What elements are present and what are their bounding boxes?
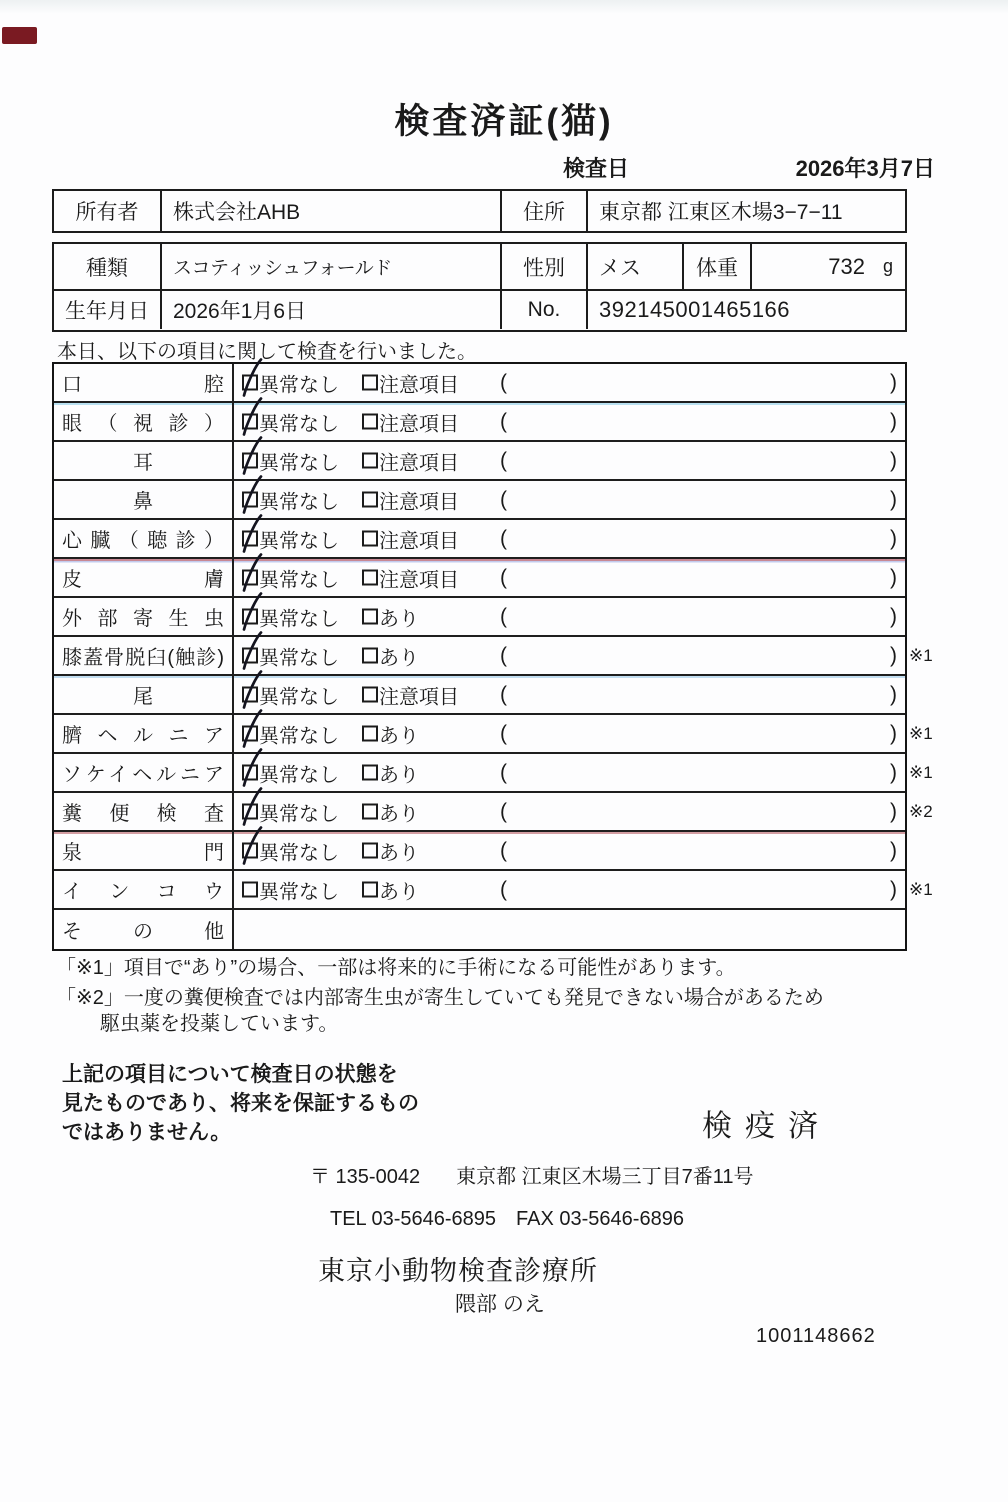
clinic-fax: FAX 03-5646-6896 xyxy=(516,1208,684,1230)
row-footnote-ref: ※1 xyxy=(909,879,933,899)
checkbox-attention xyxy=(362,492,378,508)
paren-close: ) xyxy=(890,370,897,394)
option-attention xyxy=(362,524,459,553)
paren-close: ) xyxy=(890,760,897,784)
paren-open: ( xyxy=(500,526,507,550)
no-abnormality-label: 異常なし xyxy=(259,686,339,708)
handwritten-checkmark-icon xyxy=(240,358,263,400)
clinic-telfax-line xyxy=(330,1208,684,1231)
attention-label: あり xyxy=(379,803,419,825)
option-no-abnormality xyxy=(242,563,339,592)
checklist-row-content xyxy=(234,598,905,635)
veterinarian-name: 隈部 のえ xyxy=(455,1293,545,1316)
owner-table xyxy=(52,189,907,233)
checkbox-no-abnormality xyxy=(242,492,258,508)
checklist-row xyxy=(54,871,933,910)
handwritten-checkmark-icon xyxy=(240,826,263,868)
attention-label: 注意項目 xyxy=(379,374,459,396)
address-value: 東京都 江東区木場3−7−11 xyxy=(599,201,843,224)
checklist-row-content xyxy=(234,871,905,908)
no-value: 392145001465166 xyxy=(599,297,791,322)
checkbox-attention xyxy=(362,453,378,469)
row-footnote-ref: ※1 xyxy=(909,645,933,665)
option-attention xyxy=(362,446,459,475)
checkbox-attention xyxy=(362,765,378,781)
option-no-abnormality xyxy=(242,641,339,670)
handwritten-checkmark-icon xyxy=(240,436,263,478)
option-attention xyxy=(362,563,459,592)
weight-value: 732 xyxy=(828,253,865,279)
paren-close: ) xyxy=(890,526,897,550)
checkbox-attention xyxy=(362,609,378,625)
checklist-row xyxy=(54,559,905,598)
no-abnormality-label: 異常なし xyxy=(259,608,339,630)
option-attention xyxy=(362,797,419,826)
option-attention xyxy=(362,836,419,865)
no-abnormality-label: 異常なし xyxy=(259,452,339,474)
checklist-row-content xyxy=(234,754,905,791)
checkbox-no-abnormality xyxy=(242,648,258,664)
no-abnormality-label: 異常なし xyxy=(259,803,339,825)
option-no-abnormality xyxy=(242,602,339,631)
checklist-row-content xyxy=(234,910,905,949)
handwritten-checkmark-icon xyxy=(240,475,263,517)
owner-label: 所有者 xyxy=(54,191,162,231)
checklist-item-label: インコウ xyxy=(54,871,234,908)
sex-value: メス xyxy=(588,244,684,289)
checklist-row-content xyxy=(234,793,905,830)
birth-value: 2026年1月6日 xyxy=(162,291,502,329)
checkbox-attention xyxy=(362,375,378,391)
checklist-row-content xyxy=(234,520,905,557)
attention-label: あり xyxy=(379,608,419,630)
checklist-item-label: その他 xyxy=(54,910,234,949)
checklist-item-label: ソケイヘルニア xyxy=(54,754,234,791)
checklist-item-label: 鼻 xyxy=(54,481,234,518)
paren-close: ) xyxy=(890,565,897,589)
checklist-row-content xyxy=(234,676,905,713)
intro-text: 本日、以下の項目に関して検査を行いました。 xyxy=(57,341,477,363)
clinic-name: 東京小動物検査診療所 xyxy=(318,1256,598,1286)
checklist-row xyxy=(54,364,905,403)
handwritten-checkmark-icon xyxy=(240,514,263,556)
option-no-abnormality xyxy=(242,719,339,748)
row-footnote-ref: ※2 xyxy=(909,801,933,821)
attention-label: 注意項目 xyxy=(379,686,459,708)
disclaimer-line1: 上記の項目について検査日の状態を xyxy=(62,1063,398,1086)
option-no-abnormality xyxy=(242,875,339,904)
checklist-row xyxy=(54,754,933,793)
paren-close: ) xyxy=(890,643,897,667)
paren-close: ) xyxy=(890,448,897,472)
quarantine-stamp: 検疫済 xyxy=(702,1110,831,1143)
clinic-tel: TEL 03-5646-6895 xyxy=(330,1208,497,1230)
paren-open: ( xyxy=(500,604,507,628)
breed-label: 種類 xyxy=(54,244,162,289)
paren-close: ) xyxy=(890,877,897,901)
option-no-abnormality xyxy=(242,368,339,397)
checklist-row xyxy=(54,481,905,520)
option-attention xyxy=(362,719,419,748)
row-footnote-ref: ※1 xyxy=(909,762,933,782)
scan-corner-mark xyxy=(2,27,37,44)
handwritten-checkmark-icon xyxy=(240,709,263,751)
attention-label: あり xyxy=(379,764,419,786)
disclaimer-line3: ではありません。 xyxy=(62,1121,232,1144)
attention-label: あり xyxy=(379,725,419,747)
paren-close: ) xyxy=(890,409,897,433)
no-abnormality-label: 異常なし xyxy=(259,725,339,747)
checkbox-attention xyxy=(362,648,378,664)
disclaimer-line2: 見たものであり、将来を保証するもの xyxy=(62,1092,419,1115)
option-no-abnormality xyxy=(242,407,339,436)
checklist-row xyxy=(54,832,905,871)
pet-table xyxy=(52,242,907,332)
checkbox-no-abnormality xyxy=(242,882,258,898)
weight-unit: g xyxy=(882,256,893,276)
sex-label: 性別 xyxy=(502,244,588,289)
checkbox-attention xyxy=(362,726,378,742)
no-abnormality-label: 異常なし xyxy=(259,764,339,786)
checklist-item-label: 外部寄生虫 xyxy=(54,598,234,635)
option-no-abnormality xyxy=(242,758,339,787)
paren-open: ( xyxy=(500,370,507,394)
checkbox-no-abnormality xyxy=(242,453,258,469)
checklist-row xyxy=(54,598,905,637)
checklist-row-content xyxy=(234,637,905,674)
checklist-row xyxy=(54,442,905,481)
checklist-item-label: 臍ヘルニア xyxy=(54,715,234,752)
checklist-item-label: 膝蓋骨脱臼(触診) xyxy=(54,637,234,674)
paren-open: ( xyxy=(500,760,507,784)
paren-open: ( xyxy=(500,448,507,472)
attention-label: 注意項目 xyxy=(379,491,459,513)
option-attention xyxy=(362,485,459,514)
paren-close: ) xyxy=(890,838,897,862)
handwritten-checkmark-icon xyxy=(240,787,263,829)
checklist-item-label: 眼（視診） xyxy=(54,403,234,440)
paren-open: ( xyxy=(500,565,507,589)
checkbox-attention xyxy=(362,570,378,586)
attention-label: 注意項目 xyxy=(379,530,459,552)
attention-label: 注意項目 xyxy=(379,413,459,435)
checkbox-no-abnormality xyxy=(242,609,258,625)
address-label: 住所 xyxy=(502,191,588,231)
option-no-abnormality xyxy=(242,836,339,865)
attention-label: 注意項目 xyxy=(379,452,459,474)
clinic-address: 東京都 江東区木場三丁目7番11号 xyxy=(456,1166,754,1188)
breed-value: スコティッシュフォールド xyxy=(162,244,502,289)
handwritten-checkmark-icon xyxy=(240,748,263,790)
checklist-row-content xyxy=(234,481,905,518)
checklist-row xyxy=(54,715,933,754)
checklist-row xyxy=(54,403,905,442)
checklist-row-content xyxy=(234,559,905,596)
checkbox-no-abnormality xyxy=(242,570,258,586)
paren-close: ) xyxy=(890,487,897,511)
paren-open: ( xyxy=(500,838,507,862)
disclaimer xyxy=(62,1060,419,1147)
paren-close: ) xyxy=(890,682,897,706)
checkbox-no-abnormality xyxy=(242,375,258,391)
owner-value: 株式会社AHB xyxy=(162,191,502,231)
handwritten-checkmark-icon xyxy=(240,670,263,712)
checkbox-attention xyxy=(362,843,378,859)
handwritten-checkmark-icon xyxy=(240,397,263,439)
checklist-item-label: 皮膚 xyxy=(54,559,234,596)
handwritten-checkmark-icon xyxy=(240,631,263,673)
paren-close: ) xyxy=(890,721,897,745)
attention-label: あり xyxy=(379,881,419,903)
footnote-2: 「※2」一度の糞便検査では内部寄生虫が寄生していても発見できない場合があるため xyxy=(56,987,824,1009)
paren-open: ( xyxy=(500,643,507,667)
checkbox-no-abnormality xyxy=(242,531,258,547)
checkbox-attention xyxy=(362,882,378,898)
paren-open: ( xyxy=(500,799,507,823)
option-attention xyxy=(362,407,459,436)
no-abnormality-label: 異常なし xyxy=(259,881,339,903)
row-footnote-ref: ※1 xyxy=(909,723,933,743)
checklist-item-label: 心臓（聴診） xyxy=(54,520,234,557)
no-abnormality-label: 異常なし xyxy=(259,569,339,591)
scan-edge-artifact xyxy=(0,0,1008,14)
checklist-item-label: 糞便検査 xyxy=(54,793,234,830)
no-abnormality-label: 異常なし xyxy=(259,842,339,864)
option-attention xyxy=(362,680,459,709)
checklist-item-label: 尾 xyxy=(54,676,234,713)
option-attention xyxy=(362,602,419,631)
option-attention xyxy=(362,368,459,397)
no-abnormality-label: 異常なし xyxy=(259,530,339,552)
footnote-2-cont: 駆虫薬を投薬しています。 xyxy=(100,1013,339,1035)
option-no-abnormality xyxy=(242,485,339,514)
handwritten-checkmark-icon xyxy=(240,592,263,634)
option-no-abnormality xyxy=(242,446,339,475)
weight-cell xyxy=(752,244,905,289)
document-serial-number: 1001148662 xyxy=(756,1325,876,1347)
paren-open: ( xyxy=(500,682,507,706)
footnote-1: 「※1」項目で“あり”の場合、一部は将来的に手術になる可能性があります。 xyxy=(56,957,736,979)
checkbox-attention xyxy=(362,804,378,820)
no-abnormality-label: 異常なし xyxy=(259,374,339,396)
page-title: 検査済証(猫) xyxy=(394,102,614,141)
checklist-row-content xyxy=(234,715,905,752)
inspection-date-value: 2026年3月7日 xyxy=(795,156,935,181)
checkbox-attention xyxy=(362,531,378,547)
checkbox-no-abnormality xyxy=(242,687,258,703)
attention-label: 注意項目 xyxy=(379,569,459,591)
paren-open: ( xyxy=(500,409,507,433)
checklist-row xyxy=(54,676,905,715)
option-no-abnormality xyxy=(242,680,339,709)
checklist-item-label: 口腔 xyxy=(54,364,234,401)
checklist-row xyxy=(54,637,933,676)
inspection-date-label: 検査日 xyxy=(563,156,630,181)
weight-label: 体重 xyxy=(684,244,752,289)
no-abnormality-label: 異常なし xyxy=(259,647,339,669)
checkbox-no-abnormality xyxy=(242,765,258,781)
option-no-abnormality xyxy=(242,524,339,553)
checklist-item-label: 泉門 xyxy=(54,832,234,869)
checklist-row-content xyxy=(234,364,905,401)
checklist-row-content xyxy=(234,403,905,440)
paren-open: ( xyxy=(500,487,507,511)
no-label: No. xyxy=(502,291,588,329)
checklist-row-content xyxy=(234,832,905,869)
checklist-row xyxy=(54,793,933,832)
checklist-item-label: 耳 xyxy=(54,442,234,479)
paren-close: ) xyxy=(890,799,897,823)
paren-open: ( xyxy=(500,877,507,901)
clinic-postal-line xyxy=(310,1160,754,1189)
attention-label: あり xyxy=(379,842,419,864)
checkbox-attention xyxy=(362,414,378,430)
paren-close: ) xyxy=(890,604,897,628)
option-no-abnormality xyxy=(242,797,339,826)
birth-label: 生年月日 xyxy=(54,291,162,329)
checkbox-attention xyxy=(362,687,378,703)
checkbox-no-abnormality xyxy=(242,804,258,820)
checklist-table xyxy=(52,362,933,951)
checkbox-no-abnormality xyxy=(242,726,258,742)
checklist-row xyxy=(54,910,905,949)
no-abnormality-label: 異常なし xyxy=(259,413,339,435)
paren-open: ( xyxy=(500,721,507,745)
option-attention xyxy=(362,875,419,904)
handwritten-checkmark-icon xyxy=(240,553,263,595)
checkbox-no-abnormality xyxy=(242,414,258,430)
checklist-row xyxy=(54,520,905,559)
no-abnormality-label: 異常なし xyxy=(259,491,339,513)
attention-label: あり xyxy=(379,647,419,669)
option-attention xyxy=(362,758,419,787)
postal-code: 〒 135-0042 xyxy=(310,1166,421,1188)
checkbox-no-abnormality xyxy=(242,843,258,859)
checklist-row-content xyxy=(234,442,905,479)
option-attention xyxy=(362,641,419,670)
